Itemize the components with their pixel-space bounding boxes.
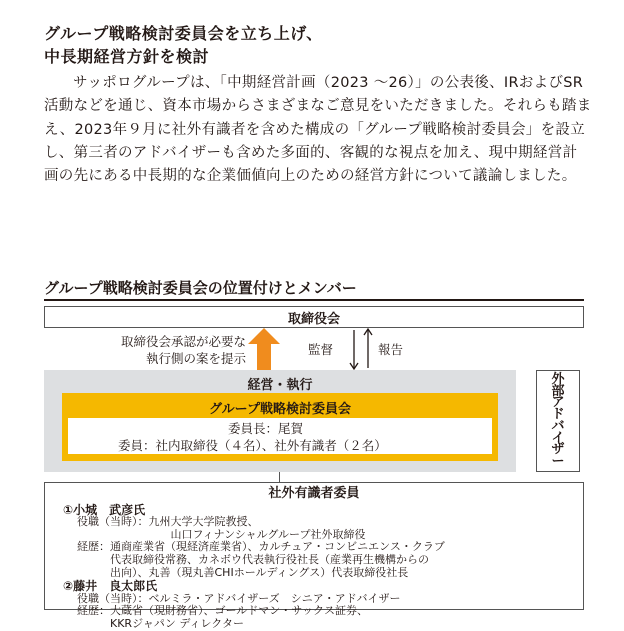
supervise-report-arrows-icon xyxy=(346,328,378,370)
expert-1-role-label: 役職（当時）： xyxy=(77,515,149,529)
proposal-arrow-icon xyxy=(246,328,282,370)
advisor-char: 部 xyxy=(551,383,565,399)
advisor-char: 外 xyxy=(551,372,565,387)
expert-2-name: ②藤井 良太郎氏 xyxy=(63,579,158,594)
advisor-char: ザ xyxy=(551,442,565,458)
diagram-title: グループ戦略検討委員会の位置付けとメンバー xyxy=(44,279,357,297)
external-experts-box xyxy=(44,482,584,630)
board-label: 取締役会 xyxy=(287,311,340,327)
expert-2-career-label: 経歴： xyxy=(77,604,110,618)
advisor-char: バ xyxy=(551,418,565,434)
expert-1-role-line: 山口フィナンシャルグループ社外取締役 xyxy=(170,527,366,541)
expert-1-role-line: 九州大学大学院教授、 xyxy=(148,515,259,529)
expert-1-name: ①小城 武彦氏 xyxy=(63,502,146,517)
proposal-note xyxy=(56,333,246,367)
title-underline xyxy=(44,299,584,301)
advisor-char: ー xyxy=(551,453,565,469)
advisor-char: ド xyxy=(551,407,565,423)
expert-2-role-line: ベルミラ・アドバイザーズ シニア・アドバイザー xyxy=(148,591,401,605)
expert-2-career xyxy=(63,605,583,630)
advisor-char: イ xyxy=(551,430,565,446)
expert-1-career-label: 経歴： xyxy=(77,540,110,554)
proposal-note-line-2: 執行側の案を提示 xyxy=(145,351,246,366)
expert-1-career xyxy=(63,541,583,579)
committee-chair: 委員長：尾賀 xyxy=(228,421,304,436)
proposal-note-line-1: 取締役会承認が必要な xyxy=(120,334,246,349)
heading-line-2: 中長期経営方針を検討 xyxy=(44,47,210,66)
board-box xyxy=(44,306,584,328)
committee-title: グループ戦略検討委員会 xyxy=(209,402,351,417)
heading-line-1: グループ戦略検討委員会を立ち上げ、 xyxy=(44,24,323,43)
expert-1-role xyxy=(63,516,583,541)
committee-members-box xyxy=(68,418,492,454)
expert-1 xyxy=(45,504,583,580)
external-experts-title: 社外有識者委員 xyxy=(268,486,360,501)
expert-1-career-line: 代表取締役常務、カネボウ代表執行役社長（産業再生機構からの xyxy=(110,552,429,566)
supervision-label: 監督 xyxy=(308,342,334,357)
expert-2-role-label: 役職（当時）： xyxy=(77,591,149,605)
external-advisor-box xyxy=(536,370,580,472)
expert-1-career-line: 出向）、丸善（現丸善CHIホールディングス）代表取締役社長 xyxy=(110,565,409,579)
management-label: 経営・執行 xyxy=(247,378,313,393)
body-paragraph: サッポログループは、「中期経営計画（2023 ～26）」の公表後、IRおよびSR活動などを通じ、資本市場からさまざまなご意見をいただきました。それらも踏まえ、2023年９月に社外有識者を含めた構成の「グループ戦略検討委員会」を設立し、第三者のアドバイザーも含めた多面的、客観的な視点を加え、現中期経営計画の先にある中長期的な企業価値向上のための経営方針について議論しました。 xyxy=(44,75,592,185)
report-label: 報告 xyxy=(378,342,404,357)
expert-2-career-line: 大蔵省（現財務省）、ゴールドマン・サックス証券、 xyxy=(110,604,368,618)
expert-2 xyxy=(45,580,583,630)
expert-2-career-line: KKRジャパン ディレクター xyxy=(110,616,245,630)
expert-1-career-line: 通商産業省（現経済産業省）、カルチュア・コンビニエンス・クラブ xyxy=(110,540,445,554)
connector-line xyxy=(279,472,280,482)
committee-members: 委員：社内取締役（４名）、社外有識者（２名） xyxy=(118,438,387,453)
advisor-char: ア xyxy=(551,395,565,411)
